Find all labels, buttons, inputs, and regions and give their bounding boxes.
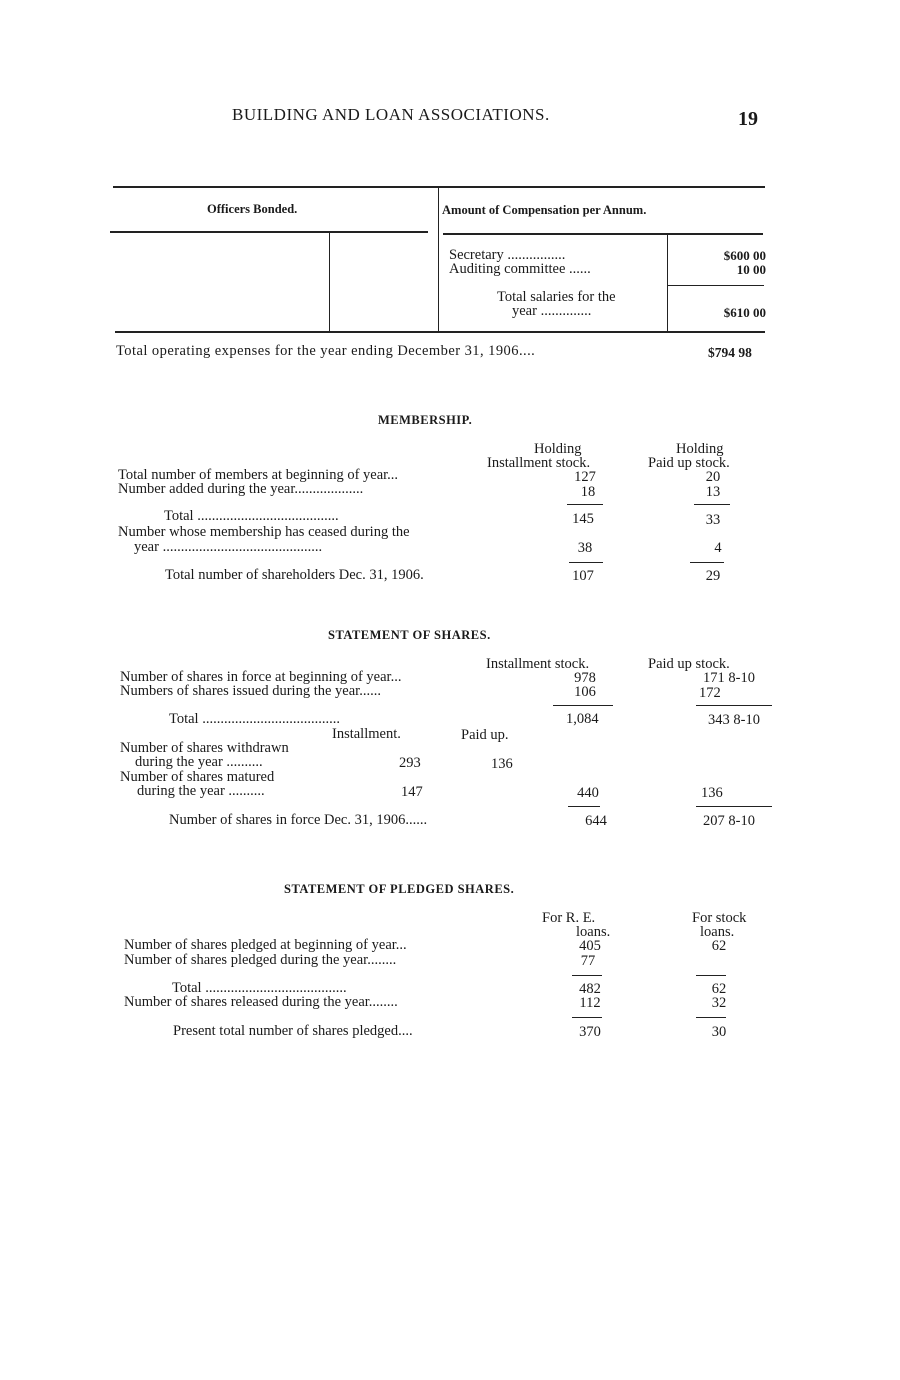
pledged-present-label: Present total number of shares pledged.... (173, 1023, 413, 1039)
matured-installment: 147 (401, 784, 423, 800)
shares-final-label: Number of shares in force Dec. 31, 1906...... (169, 812, 428, 828)
members-added-label: Number added during the year................... (118, 481, 364, 497)
pledged-present-v2: 30 (711, 1024, 727, 1040)
pledged-col1-head-a: For R. E. (542, 910, 596, 926)
shares-col2-head: Paid up stock. (648, 656, 730, 672)
withdrawn-paidup: 136 (491, 756, 513, 772)
members-added-v1: 18 (580, 484, 596, 500)
withdrawn-label: Number of shares withdrawn (120, 740, 289, 756)
shares-total-v2: 343 8-10 (708, 712, 760, 728)
pledged-total-label: Total ....................................... (172, 980, 347, 996)
shares-beginning-label: Number of shares in force at beginning of year... (120, 669, 402, 685)
shares-sub-paidup: Paid up. (461, 727, 509, 743)
pledged-beginning-v1: 405 (579, 938, 601, 954)
operating-expenses-label: Total operating expenses for the year ending December 31, 1906.... (116, 343, 536, 359)
pledged-col2-head-a: For stock (692, 910, 747, 926)
shares-issued-v2: 172 (699, 685, 721, 701)
membership-col1-head-b: Installment stock. (487, 455, 591, 471)
pledged-present-v1: 370 (579, 1024, 601, 1040)
removed-installment-total: 440 (577, 785, 599, 801)
shares-beginning-v1: 978 (574, 670, 596, 686)
pledged-released-v1: 112 (579, 995, 601, 1011)
members-total-v1: 145 (572, 511, 594, 527)
page-header-title: BUILDING AND LOAN ASSOCIATIONS. (232, 105, 550, 124)
pledged-col1-head-b: loans. (576, 924, 611, 940)
members-added-v2: 13 (705, 484, 721, 500)
officers-bonded-header: Officers Bonded. (207, 202, 298, 216)
pledged-released-label: Number of shares released during the year........ (124, 994, 398, 1010)
total-salaries-label: Total salaries for the (497, 289, 616, 305)
removed-paidup-total: 136 (701, 785, 723, 801)
withdrawn-installment: 293 (399, 755, 421, 771)
secretary-amount: $600 00 (723, 248, 766, 263)
members-ceased-label-year: year ............................................ (134, 539, 323, 555)
operating-expenses-amount: $794 98 (708, 345, 752, 360)
pledged-released-v2: 32 (711, 995, 727, 1011)
shares-beginning-v2: 171 8-10 (703, 670, 755, 686)
membership-col2-head-b: Paid up stock. (648, 455, 730, 471)
members-total-label: Total ....................................... (164, 508, 339, 524)
page-number: 19 (738, 108, 758, 130)
secretary-label: Secretary ................ (449, 247, 566, 263)
auditing-label: Auditing committee ...... (449, 261, 591, 277)
pledged-during-v1: 77 (580, 953, 596, 969)
pledged-during-label: Number of shares pledged during the year........ (124, 952, 397, 968)
pledged-title: STATEMENT OF PLEDGED SHARES. (284, 882, 515, 896)
members-beginning-label: Total number of members at beginning of year... (118, 467, 399, 483)
shareholders-total-v2: 29 (705, 568, 721, 584)
matured-label-year: during the year .......... (137, 783, 265, 799)
members-beginning-v2: 20 (705, 469, 721, 485)
membership-title: MEMBERSHIP. (378, 413, 473, 427)
shares-total-label: Total ...................................... (169, 711, 340, 727)
members-ceased-v2: 4 (714, 540, 722, 556)
compensation-header: Amount of Compensation per Annum. (442, 203, 647, 217)
pledged-total-v1: 482 (579, 981, 601, 997)
pledged-beginning-label: Number of shares pledged at beginning of year... (124, 937, 407, 953)
members-ceased-v1: 38 (577, 540, 593, 556)
shares-col1-head: Installment stock. (486, 656, 590, 672)
pledged-beginning-v2: 62 (711, 938, 727, 954)
shares-title: STATEMENT OF SHARES. (328, 628, 491, 642)
shares-issued-label: Numbers of shares issued during the year...... (120, 683, 381, 699)
members-total-v2: 33 (705, 512, 721, 528)
withdrawn-label-year: during the year .......... (135, 754, 263, 770)
shares-final-v1: 644 (585, 813, 607, 829)
membership-col1-head-a: Holding (534, 441, 582, 457)
matured-label: Number of shares matured (120, 769, 275, 785)
shares-sub-installment: Installment. (332, 726, 401, 742)
shareholders-total-v1: 107 (572, 568, 594, 584)
membership-col2-head-a: Holding (676, 441, 724, 457)
shares-final-v2: 207 8-10 (703, 813, 755, 829)
pledged-total-v2: 62 (711, 981, 727, 997)
pledged-col2-head-b: loans. (700, 924, 735, 940)
total-salaries-amount: $610 00 (723, 305, 766, 320)
total-salaries-label-year: year .............. (512, 303, 592, 319)
shares-total-v1: 1,084 (566, 711, 599, 727)
shares-issued-v1: 106 (574, 684, 596, 700)
shareholders-total-label: Total number of shareholders Dec. 31, 1906. (165, 567, 424, 583)
members-ceased-label: Number whose membership has ceased during the (118, 524, 410, 540)
auditing-amount: 10 00 (736, 262, 766, 277)
members-beginning-v1: 127 (574, 469, 596, 485)
